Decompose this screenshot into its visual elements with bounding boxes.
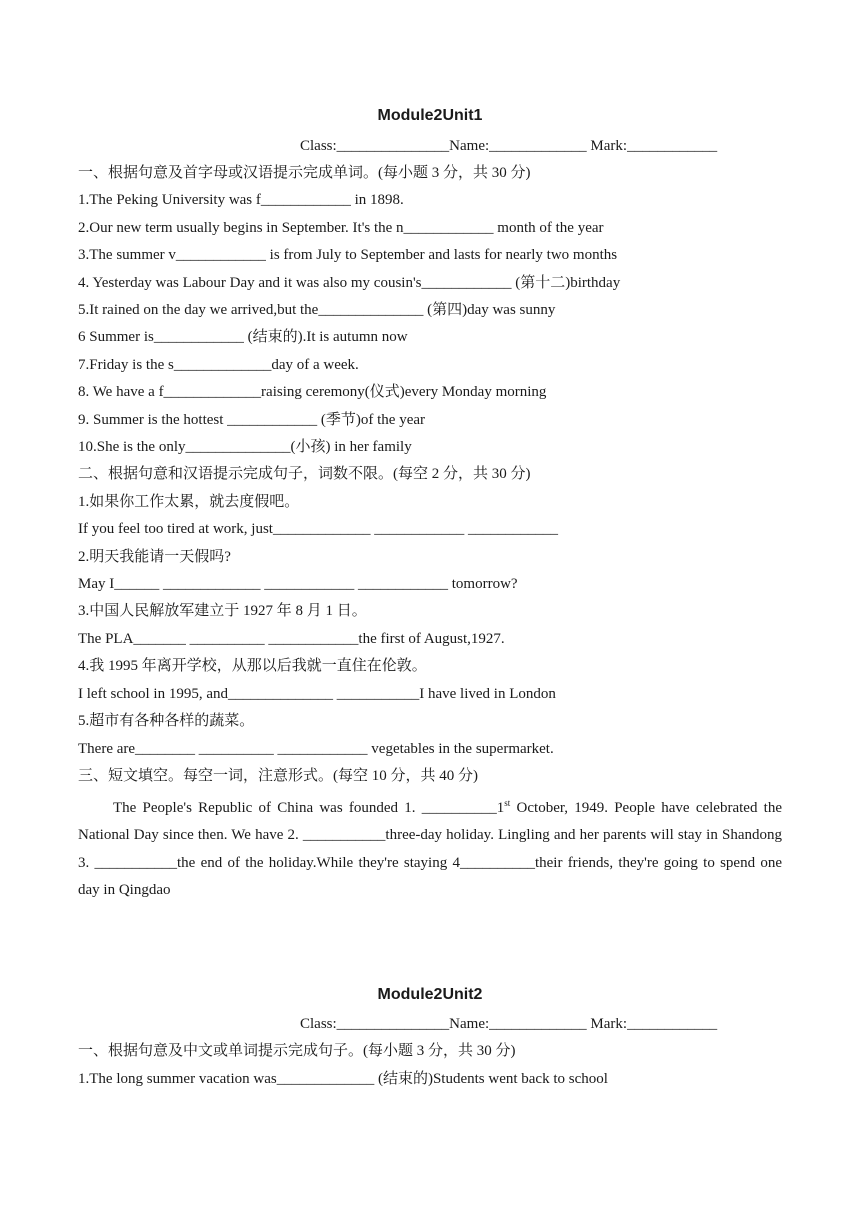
unit1-s1-item: 1.The Peking University was f____________ in 1898.	[78, 192, 404, 208]
unit1-s1-item: 4. Yesterday was Labour Day and it was also my cousin's____________ (第十二)birthday	[78, 275, 621, 291]
unit1-header-fields: Class:_______________Name:_____________ Mark:____________	[300, 138, 718, 154]
unit1-s1-item: 7.Friday is the s_____________day of a week.	[78, 357, 359, 373]
unit2-header-fields: Class:_______________Name:_____________ Mark:____________	[300, 1016, 718, 1032]
unit1-section2-title: 二、根据句意和汉语提示完成句子，词数不限。(每空 2 分，共 30 分)	[78, 466, 531, 482]
unit1-s2-sentence: May I______ _____________ ____________ ____________ tomorrow?	[78, 576, 518, 592]
unit1-s2-sentence: The PLA_______ __________ ____________the first of August,1927.	[78, 631, 505, 647]
unit2-section1-title: 一、根据句意及中文或单词提示完成句子。(每小题 3 分，共 30 分)	[78, 1043, 516, 1059]
unit1-s1-item: 5.It rained on the day we arrived,but the______________ (第四)day was sunny	[78, 302, 556, 318]
unit1-passage	[78, 790, 782, 904]
unit2-s1-item: 1.The long summer vacation was_____________ (结束的)Students went back to school	[78, 1071, 608, 1087]
unit1-s1-item: 8. We have a f_____________raising ceremony(仪式)every Monday morning	[78, 384, 547, 400]
unit1-s2-prompt: 2.明天我能请一天假吗?	[78, 549, 231, 565]
unit1-section3-title: 三、短文填空。每空一词，注意形式。(每空 10 分，共 40 分)	[78, 768, 478, 784]
unit1-s1-item: 6 Summer is____________ (结束的).It is autumn now	[78, 329, 408, 345]
passage-text-part2: October, 1949. People have celebrated the National Day since then. We have 2. ___________three-day holiday. Lingling and her parents will stay in Shandong 3. ___________the end of the holiday.While they're staying 4__________their friends, they're going to spend one day in Qingdao	[78, 800, 782, 898]
unit1-s1-item: 10.She is the only______________(小孩) in her family	[78, 439, 412, 455]
unit1-section1-title: 一、根据句意及首字母或汉语提示完成单词。(每小题 3 分，共 30 分)	[78, 165, 531, 181]
unit1-s2-prompt: 5.超市有各种各样的蔬菜。	[78, 713, 255, 729]
unit2-title: Module2Unit2	[377, 986, 483, 1003]
unit1-s1-item: 9. Summer is the hottest ____________ (季节)of the year	[78, 412, 426, 428]
passage-text-part1: The People's Republic of China was founded 1. __________1	[113, 800, 505, 816]
unit1-s1-item: 3.The summer v____________ is from July to September and lasts for nearly two months	[78, 247, 618, 263]
unit1-s2-sentence: There are________ __________ ____________ vegetables in the supermarket.	[78, 741, 554, 757]
unit1-s2-prompt: 4.我 1995 年离开学校，从那以后我就一直住在伦敦。	[78, 658, 427, 674]
passage-ordinal-suffix: st	[504, 798, 511, 808]
unit1-s2-sentence: If you feel too tired at work, just_____________ ____________ ____________	[78, 521, 558, 537]
unit1-s2-sentence: I left school in 1995, and______________ ___________I have lived in London	[78, 686, 556, 702]
unit1-s1-item: 2.Our new term usually begins in September. It's the n____________ month of the year	[78, 220, 604, 236]
unit1-title: Module2Unit1	[377, 107, 483, 124]
unit1-s2-prompt: 1.如果你工作太累，就去度假吧。	[78, 494, 300, 510]
unit1-s2-prompt: 3.中国人民解放军建立于 1927 年 8 月 1 日。	[78, 603, 367, 619]
